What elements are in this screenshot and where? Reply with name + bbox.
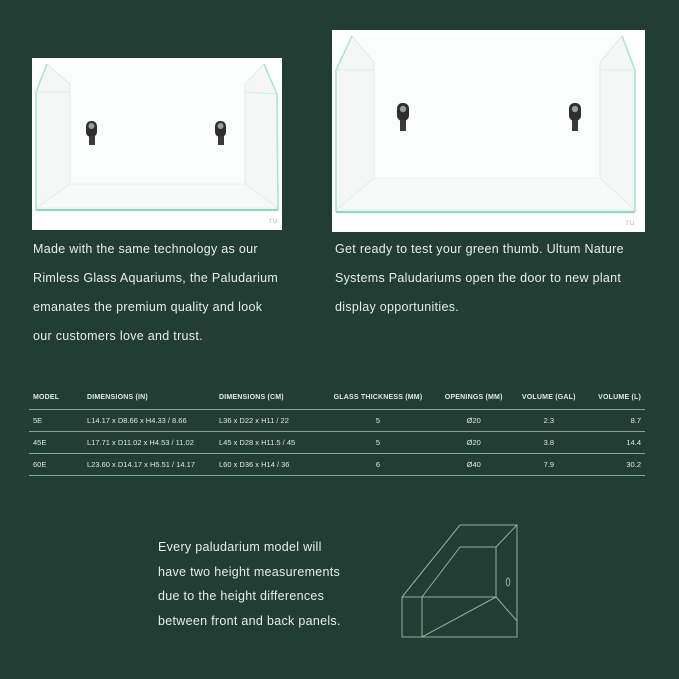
table-header-row [29, 389, 645, 410]
watermark-logo: ru [626, 218, 635, 227]
cell-model: 5E [29, 410, 83, 432]
note-line: between front and back panels. [158, 613, 341, 628]
product-description-right [335, 235, 624, 322]
cell-openings: Ø20 [435, 410, 513, 432]
cell-dimensions-in: L14.17 x D8.66 x H4.33 / 8.66 [83, 410, 215, 432]
watermark-logo: ru [269, 216, 278, 225]
cell-glass-thickness: 5 [321, 432, 435, 454]
description-line: Systems Paludariums open the door to new plant [335, 271, 622, 285]
cell-dimensions-in: L17.71 x D11.02 x H4.53 / 11.02 [83, 432, 215, 454]
table-row [29, 410, 645, 432]
product-description-left [33, 235, 278, 351]
description-line: our customers love and trust. [33, 329, 203, 343]
cell-dimensions-cm: L45 x D28 x H11.5 / 45 [215, 432, 321, 454]
column-header-dimensions-in: DIMENSIONS (IN) [87, 394, 148, 401]
cell-volume-l: 8.7 [585, 410, 645, 432]
cell-volume-gal: 2.3 [512, 410, 585, 432]
cell-volume-l: 30.2 [585, 454, 645, 476]
column-header-dimensions-cm: DIMENSIONS (CM) [219, 394, 284, 401]
column-header-openings: OPENINGS (MM) [444, 394, 503, 401]
cell-volume-l: 14.4 [585, 432, 645, 454]
description-line: emanates the premium quality and look [33, 300, 263, 314]
description-line: display opportunities. [335, 300, 460, 314]
paludarium-outline-diagram [396, 521, 524, 650]
cell-openings: Ø40 [435, 454, 513, 476]
column-header-volume-gal: VOLUME (GAL) [521, 394, 576, 401]
cell-openings: Ø20 [435, 432, 513, 454]
description-line: Made with the same technology as our [33, 242, 258, 256]
cell-volume-gal: 7.9 [512, 454, 585, 476]
note-line: Every paludarium model will [158, 540, 322, 554]
cell-model: 60E [29, 454, 83, 476]
cell-dimensions-in: L23.60 x D14.17 x H5.51 / 14.17 [83, 454, 215, 476]
cell-glass-thickness: 5 [321, 410, 435, 432]
paludarium-image-right [332, 30, 645, 232]
cell-volume-gal: 3.8 [512, 432, 585, 454]
column-header-model: MODEL [33, 394, 60, 401]
column-header-glass-thickness: GLASS THICKNESS (MM) [333, 394, 423, 401]
cell-dimensions-cm: L60 x D36 x H14 / 36 [215, 454, 321, 476]
opening-marker-icon [506, 578, 510, 586]
height-measurement-note [158, 535, 341, 633]
note-line: due to the height differences [158, 589, 325, 603]
cell-dimensions-cm: L36 x D22 x H11 / 22 [215, 410, 321, 432]
description-line: Rimless Glass Aquariums, the Paludarium [33, 271, 279, 285]
cell-glass-thickness: 6 [321, 454, 435, 476]
column-header-volume-l: VOLUME (L) [598, 394, 641, 401]
specifications-table [29, 389, 645, 476]
note-line: have two height measurements [158, 564, 341, 579]
cell-model: 45E [29, 432, 83, 454]
table-row [29, 454, 645, 476]
table-row [29, 432, 645, 454]
description-line: Get ready to test your green thumb. Ultum Nature [335, 242, 624, 256]
paludarium-image-left [32, 58, 282, 230]
